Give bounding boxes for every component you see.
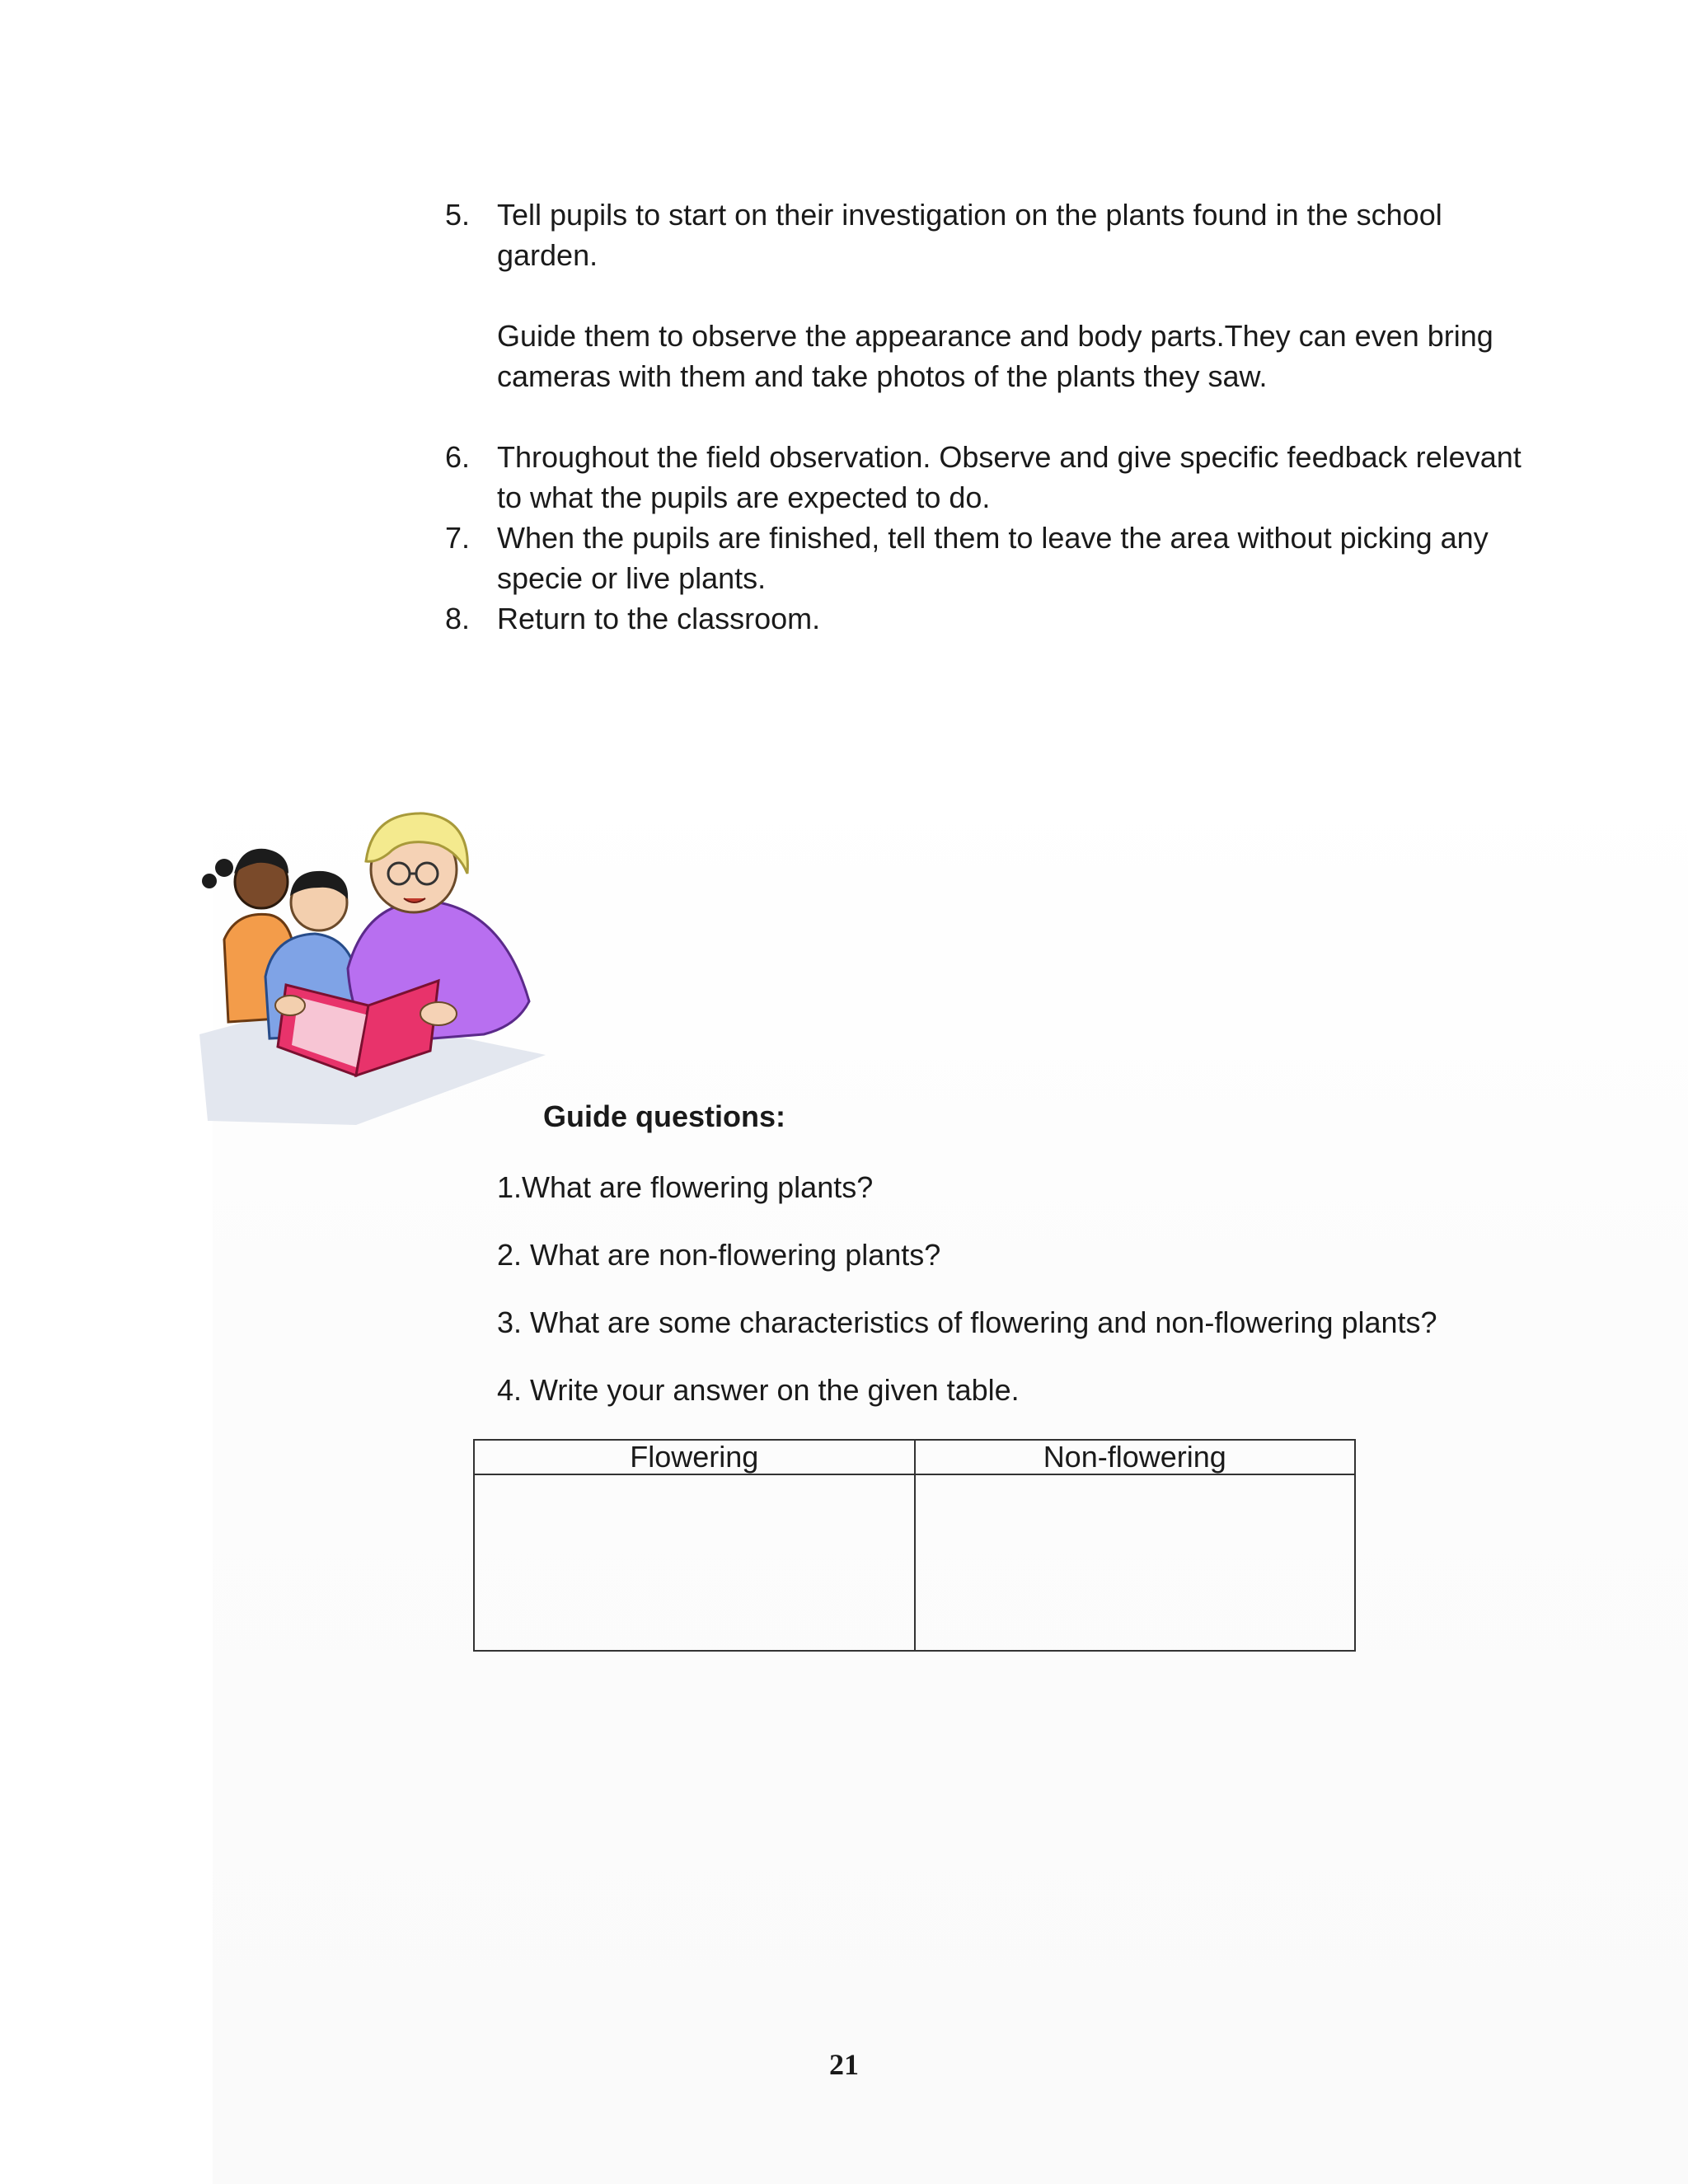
step-8 <box>445 598 1533 639</box>
step-7 <box>445 518 1533 598</box>
step-5 <box>445 194 1533 396</box>
step-number: 5. <box>445 198 471 232</box>
guide-question: 2. What are non-flowering plants? <box>497 1238 941 1272</box>
step-text: Tell pupils to start on their investigation on the plants found in the school garden. <box>497 198 1442 272</box>
step-text: Guide them to observe the appearance and body parts.They can even bring cameras with them and take photos of the plants they saw. <box>497 319 1493 393</box>
guide-question: 4. Write your answer on the given table. <box>497 1373 1020 1407</box>
guide-question: 1.What are flowering plants? <box>497 1170 874 1204</box>
step-text: When the pupils are finished, tell them to leave the area without picking any specie or live plants. <box>497 521 1489 595</box>
instruction-steps <box>445 194 1533 639</box>
step-number: 7. <box>445 521 471 555</box>
step-number: 6. <box>445 440 471 474</box>
teacher-reading-image <box>191 795 546 1129</box>
guide-questions-list <box>497 1167 1527 1437</box>
non-flowering-column-header: Non-flowering <box>915 1440 1356 1474</box>
guide-questions-heading: Guide questions: <box>543 1099 786 1133</box>
non-flowering-answer-cell[interactable] <box>915 1474 1356 1651</box>
flowering-column-header: Flowering <box>474 1440 915 1474</box>
guide-question: 3. What are some characteristics of flowering and non-flowering plants? <box>497 1305 1437 1339</box>
step-6 <box>445 437 1533 518</box>
step-text: Return to the classroom. <box>497 602 821 635</box>
teacher-reading-illustration <box>191 795 546 1129</box>
flowering-answer-cell[interactable] <box>474 1474 915 1651</box>
step-text: Throughout the field observation. Observe and give specific feedback relevant to what the pupils are expected to do. <box>497 440 1522 514</box>
answer-table <box>473 1439 1356 1652</box>
page-number: 21 <box>829 2048 859 2081</box>
step-number: 8. <box>445 602 471 635</box>
